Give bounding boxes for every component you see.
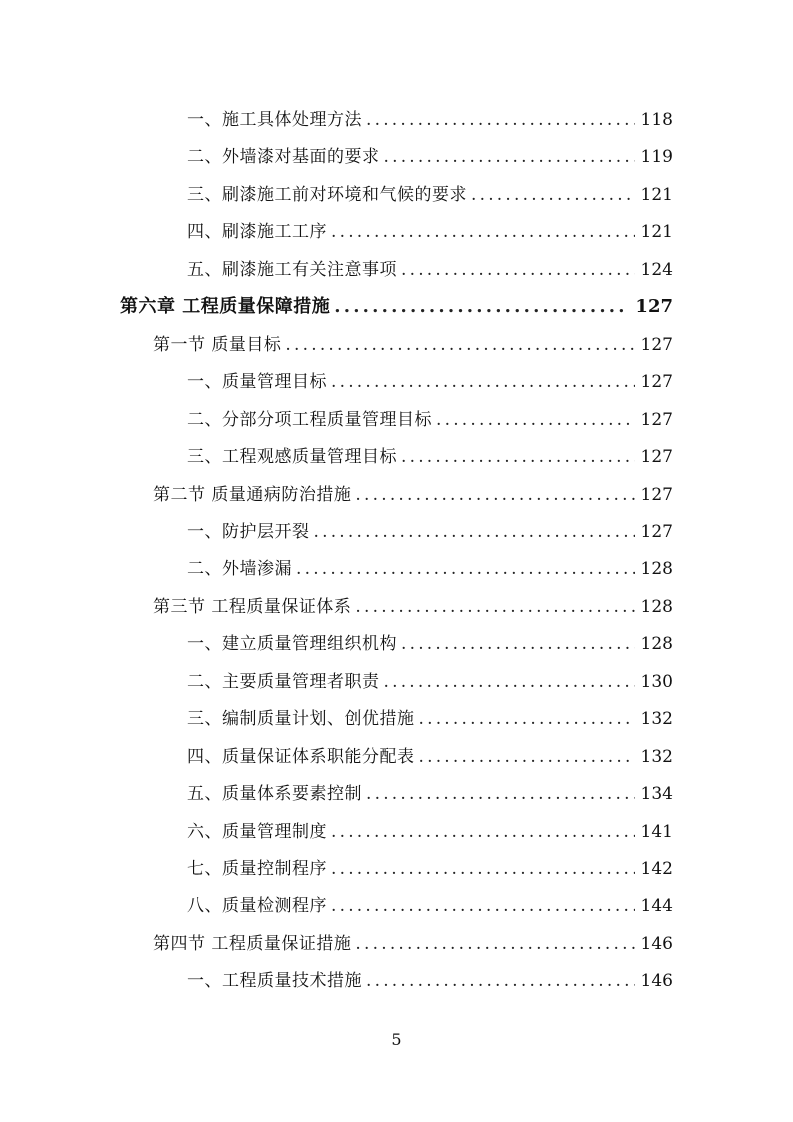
dot-leader: [366, 966, 635, 996]
toc-item-entry[interactable]: [187, 554, 673, 584]
dot-leader: [419, 704, 635, 734]
dot-leader: [471, 180, 635, 210]
dot-leader: [331, 367, 635, 397]
toc-item-entry[interactable]: [187, 667, 673, 697]
toc-entry-title: 二、分部分项工程质量管理目标: [187, 409, 432, 430]
dot-leader: [355, 929, 634, 959]
dot-leader: [366, 779, 635, 809]
toc-entry-page: 128: [640, 634, 673, 655]
toc-entry-page: 121: [640, 184, 673, 205]
toc-entry-page: 130: [640, 671, 673, 692]
toc-item-entry[interactable]: [187, 891, 673, 921]
toc-entry-title: 第二节 质量通病防治措施: [153, 484, 352, 505]
toc-entry-title: 一、建立质量管理组织机构: [187, 634, 397, 655]
toc-item-entry[interactable]: [187, 966, 673, 996]
toc-entry-page: 132: [640, 709, 673, 730]
dot-leader: [331, 891, 635, 921]
toc-entry-title: 三、工程观感质量管理目标: [187, 447, 397, 468]
toc-entry-title: 四、质量保证体系职能分配表: [187, 746, 415, 767]
toc-entry-title: 七、质量控制程序: [187, 859, 327, 879]
toc-item-entry[interactable]: [187, 517, 673, 547]
toc-entry-page: 134: [640, 784, 673, 805]
toc-chapter-entry[interactable]: [120, 292, 673, 322]
toc-entry-page: 127: [640, 484, 673, 505]
toc-item-entry[interactable]: [187, 142, 673, 172]
toc-entry-page: 132: [640, 746, 673, 767]
dot-leader: [334, 292, 629, 322]
toc-entry-title: 八、质量检测程序: [187, 896, 327, 917]
dot-leader: [436, 405, 635, 435]
toc-entry-title: 一、防护层开裂: [187, 521, 310, 542]
toc-entry-page: 128: [640, 596, 673, 617]
toc-entry-title: 一、工程质量技术措施: [187, 971, 362, 992]
toc-entry-title: 五、质量体系要素控制: [187, 784, 362, 805]
toc-entry-page: 121: [640, 222, 673, 243]
dot-leader: [384, 142, 635, 172]
toc-entry-page: 141: [640, 821, 673, 842]
toc-item-entry[interactable]: [187, 629, 673, 659]
toc-entry-title: 一、质量管理目标: [187, 372, 327, 393]
toc-entry-page: 127: [640, 334, 673, 355]
toc-entry-page: 127: [640, 372, 673, 393]
toc-entry-title: 第四节 工程质量保证措施: [153, 933, 352, 954]
toc-section-entry[interactable]: [153, 330, 673, 360]
toc-item-entry[interactable]: [187, 779, 673, 809]
toc-entry-title: 六、质量管理制度: [187, 821, 327, 842]
toc-item-entry[interactable]: [187, 742, 673, 772]
toc-entry-page: 127: [640, 521, 673, 542]
toc-entry-page: 144: [640, 896, 673, 917]
toc-entry-title: 二、外墙渗漏: [187, 559, 292, 580]
toc-entry-title: 一、施工具体处理方法: [187, 110, 362, 130]
dot-leader: [331, 817, 635, 847]
toc-entry-page: 146: [640, 971, 673, 992]
toc-item-entry[interactable]: [187, 217, 673, 247]
toc-entry-page: 128: [640, 559, 673, 580]
toc-entry-title: 二、主要质量管理者职责: [187, 671, 380, 692]
toc-entry-title: 五、刷漆施工有关注意事项: [187, 259, 397, 280]
toc-entry-title: 三、刷漆施工前对环境和气候的要求: [187, 184, 467, 205]
dot-leader: [314, 517, 635, 547]
dot-leader: [331, 854, 635, 884]
toc-entry-page: 127: [635, 296, 673, 318]
dot-leader: [401, 629, 635, 659]
toc-entry-page: 127: [640, 409, 673, 430]
dot-leader: [401, 255, 635, 285]
toc-entry-page: 142: [640, 859, 673, 879]
toc-entry-page: 146: [640, 933, 673, 954]
dot-leader: [285, 330, 634, 360]
toc-entry-title: 第一节 质量目标: [153, 334, 282, 355]
toc-entry-title: 三、编制质量计划、创优措施: [187, 709, 415, 730]
dot-leader: [384, 667, 635, 697]
toc-entry-page: 118: [640, 110, 673, 130]
dot-leader: [401, 442, 635, 472]
toc-entry-title: 第三节 工程质量保证体系: [153, 596, 352, 617]
toc-item-entry[interactable]: [187, 255, 673, 285]
toc-item-entry[interactable]: [187, 817, 673, 847]
toc-item-entry[interactable]: [187, 405, 673, 435]
page-number: 5: [391, 1030, 402, 1049]
toc-item-entry[interactable]: [187, 854, 673, 884]
toc-item-entry[interactable]: [187, 704, 673, 734]
toc-item-entry[interactable]: [187, 180, 673, 210]
dot-leader: [366, 105, 635, 135]
toc-entry-page: 119: [640, 147, 673, 168]
toc-item-entry[interactable]: [187, 367, 673, 397]
dot-leader: [355, 480, 634, 510]
toc-entry-title: 二、外墙漆对基面的要求: [187, 147, 380, 168]
dot-leader: [331, 217, 635, 247]
dot-leader: [419, 742, 635, 772]
toc-entry-title: 第六章 工程质量保障措施: [120, 296, 331, 318]
toc-section-entry[interactable]: [153, 929, 673, 959]
dot-leader: [355, 592, 634, 622]
toc-section-entry[interactable]: [153, 592, 673, 622]
toc-section-entry[interactable]: [153, 480, 673, 510]
dot-leader: [296, 554, 635, 584]
toc-entry-page: 124: [640, 259, 673, 280]
toc-item-entry[interactable]: [187, 442, 673, 472]
toc-entry-title: 四、刷漆施工工序: [187, 222, 327, 243]
toc-item-entry[interactable]: [187, 105, 673, 135]
toc-entry-page: 127: [640, 447, 673, 468]
